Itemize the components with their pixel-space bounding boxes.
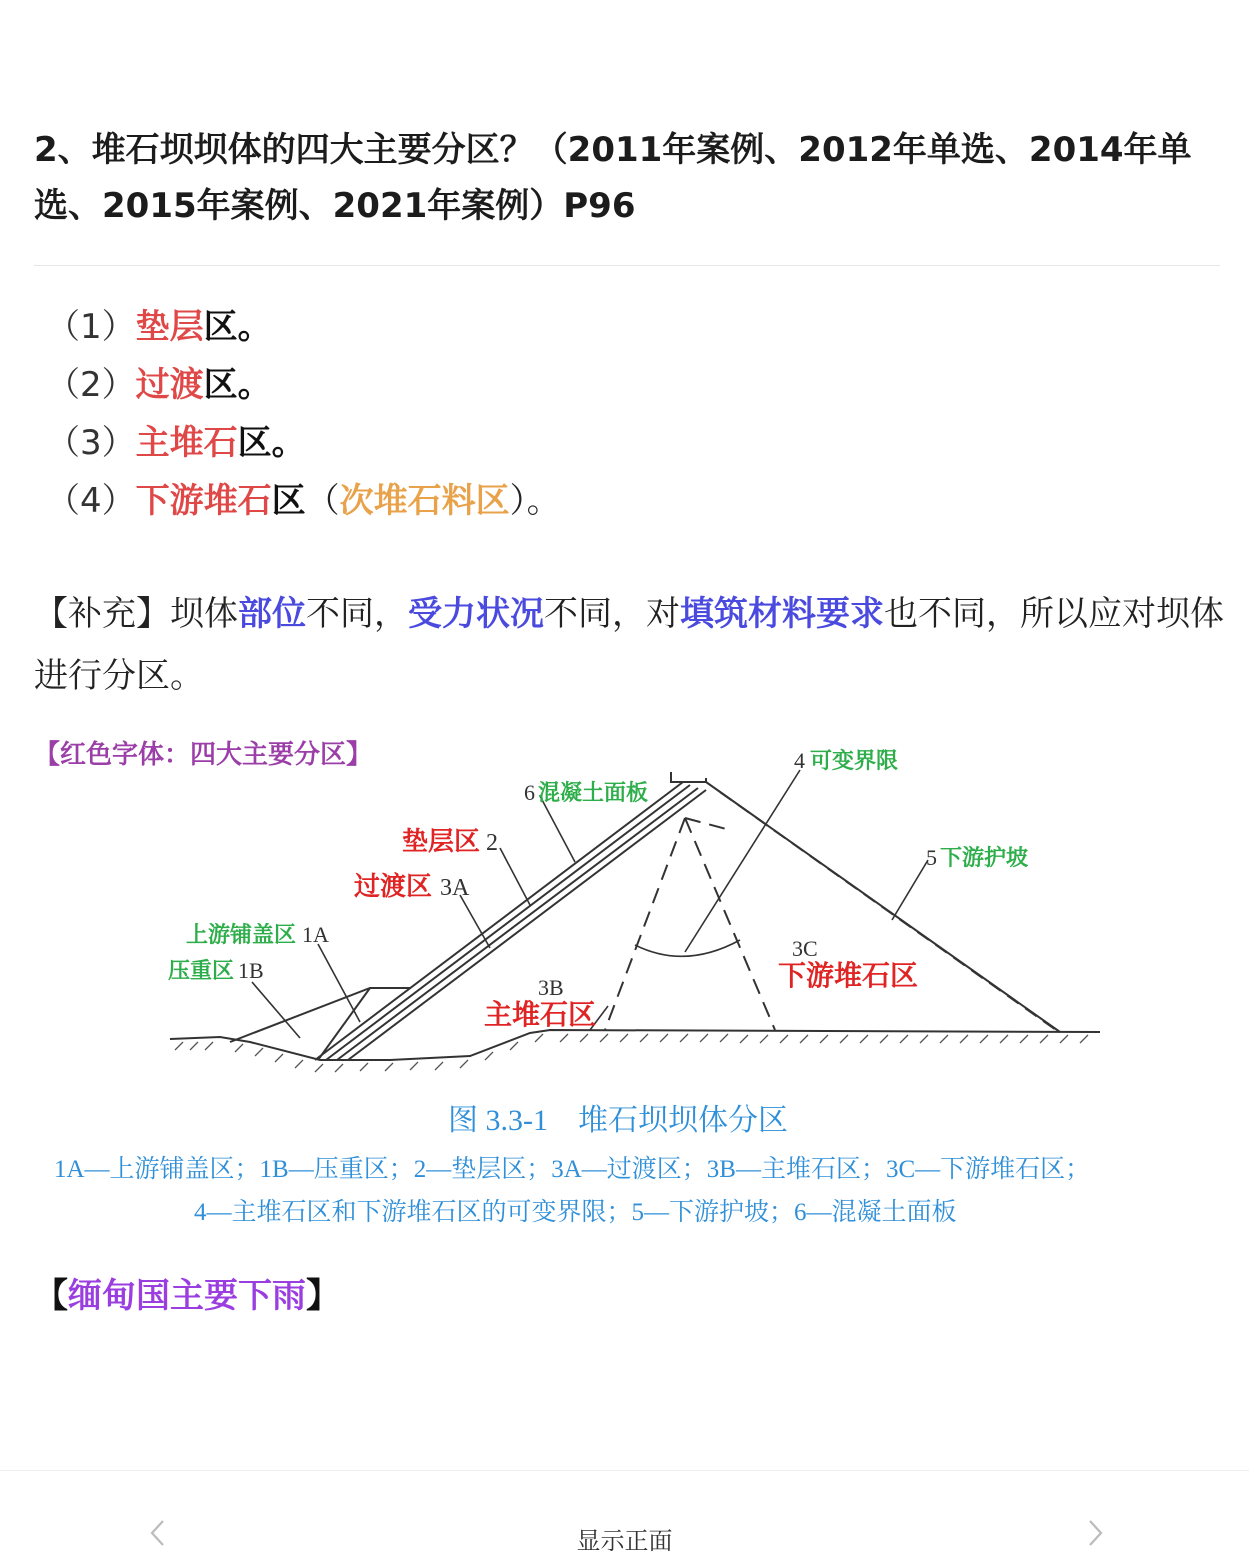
next-card-button[interactable] (1076, 1511, 1116, 1551)
answer-paren-open: （ (305, 481, 340, 521)
answer-end: 。 (526, 481, 561, 521)
answer-suffix: 区 (237, 423, 272, 463)
figure-legend-line-1: 1A—上游铺盖区；1B—压重区；2—垫层区；3A—过渡区；3B—主堆石区；3C—下游堆石区； (54, 1156, 1091, 1183)
answer-suffix: 区 (203, 365, 238, 405)
answer-number: （3） (46, 423, 136, 463)
question-title: 2、堆石坝坝体的四大主要分区？（2011年案例、2012年单选、2014年单选、2015年案例、2021年案例）P96 (34, 130, 1192, 226)
answer-end: 。 (237, 365, 272, 405)
label-1b-text: 压重区 (168, 958, 235, 983)
answer-end: 。 (271, 423, 306, 463)
upstream-fill-zones (230, 988, 410, 1060)
footer-bracket-close: 】 (306, 1276, 340, 1316)
label-2-text: 垫层区 (402, 826, 481, 856)
figure-caption: 图 3.3-1 堆石坝坝体分区 (448, 1104, 788, 1137)
dam-diagram (30, 730, 1230, 1240)
answer-keyword: 垫层 (135, 307, 204, 347)
supplement-keyword-location: 部位 (238, 594, 306, 634)
leader-lines (252, 770, 928, 1038)
label-3c-number: 3C (792, 936, 818, 961)
answer-suffix: 区 (271, 481, 306, 521)
answer-item-1 (46, 298, 561, 356)
supplement-text: 不同，对 (544, 594, 680, 634)
answer-number: （4） (46, 481, 136, 521)
answer-alt-name: 次堆石料区 (339, 481, 510, 521)
label-3a-number: 3A (440, 875, 470, 901)
label-2-number: 2 (486, 830, 498, 856)
answer-number: （2） (46, 365, 136, 405)
label-5-number: 5 (926, 845, 937, 870)
label-3a-text: 过渡区 (354, 871, 433, 901)
answer-keyword: 主堆石 (135, 423, 238, 463)
footer-bracket-open: 【 (34, 1276, 68, 1316)
supplement-keyword-stress: 受力状况 (408, 594, 544, 634)
bottom-navigation-bar (0, 1470, 1249, 1563)
figure-note: 【红色字体：四大主要分区】 (34, 739, 373, 769)
label-1a-number: 1A (302, 922, 329, 947)
supplement-text: 【补充】坝体 (34, 594, 238, 634)
answer-item-3 (46, 414, 561, 472)
label-6-number: 6 (524, 780, 535, 805)
answer-item-2 (46, 356, 561, 414)
answer-keyword: 过渡 (135, 365, 204, 405)
label-3b-text: 主堆石区 (484, 999, 597, 1030)
answer-suffix: 区 (203, 307, 238, 347)
upstream-face (315, 772, 1060, 1060)
supplement-keyword-material: 填筑材料要求 (680, 594, 884, 634)
label-1a-text: 上游铺盖区 (186, 922, 297, 947)
answer-end: 。 (237, 307, 272, 347)
answer-number: （1） (46, 307, 136, 347)
supplement-text: 也不同，所以应对坝体进行分区。 (34, 594, 1224, 696)
answer-keyword: 下游堆石 (135, 481, 272, 521)
title-divider (34, 265, 1220, 266)
show-front-button[interactable]: 显示正面 (576, 1527, 673, 1555)
label-5-text: 下游护坡 (940, 845, 1029, 870)
supplement-text: 不同， (306, 594, 408, 634)
footer-mnemonic: 缅甸国主要下雨 (68, 1276, 306, 1316)
label-1b-number: 1B (238, 958, 264, 983)
label-3b-number: 3B (538, 975, 564, 1000)
figure-legend-line-2: 4—主堆石区和下游堆石区的可变界限；5—下游护坡；6—混凝土面板 (194, 1199, 957, 1226)
supplement-paragraph (34, 583, 1224, 707)
ground-line (170, 1030, 1100, 1060)
label-3c-text: 下游堆石区 (778, 960, 919, 991)
label-6-text: 混凝土面板 (538, 780, 649, 805)
footer-heading (34, 1268, 340, 1324)
answer-item-4 (46, 472, 561, 530)
label-4-number: 4 (794, 748, 805, 773)
dam-zoning-figure (30, 730, 1230, 1240)
chevron-right-icon (1076, 1511, 1116, 1551)
ground-hatching (175, 1034, 1088, 1072)
answer-paren-close: ） (509, 481, 527, 521)
answer-list (46, 298, 561, 530)
label-4-text: 可变界限 (810, 748, 899, 773)
